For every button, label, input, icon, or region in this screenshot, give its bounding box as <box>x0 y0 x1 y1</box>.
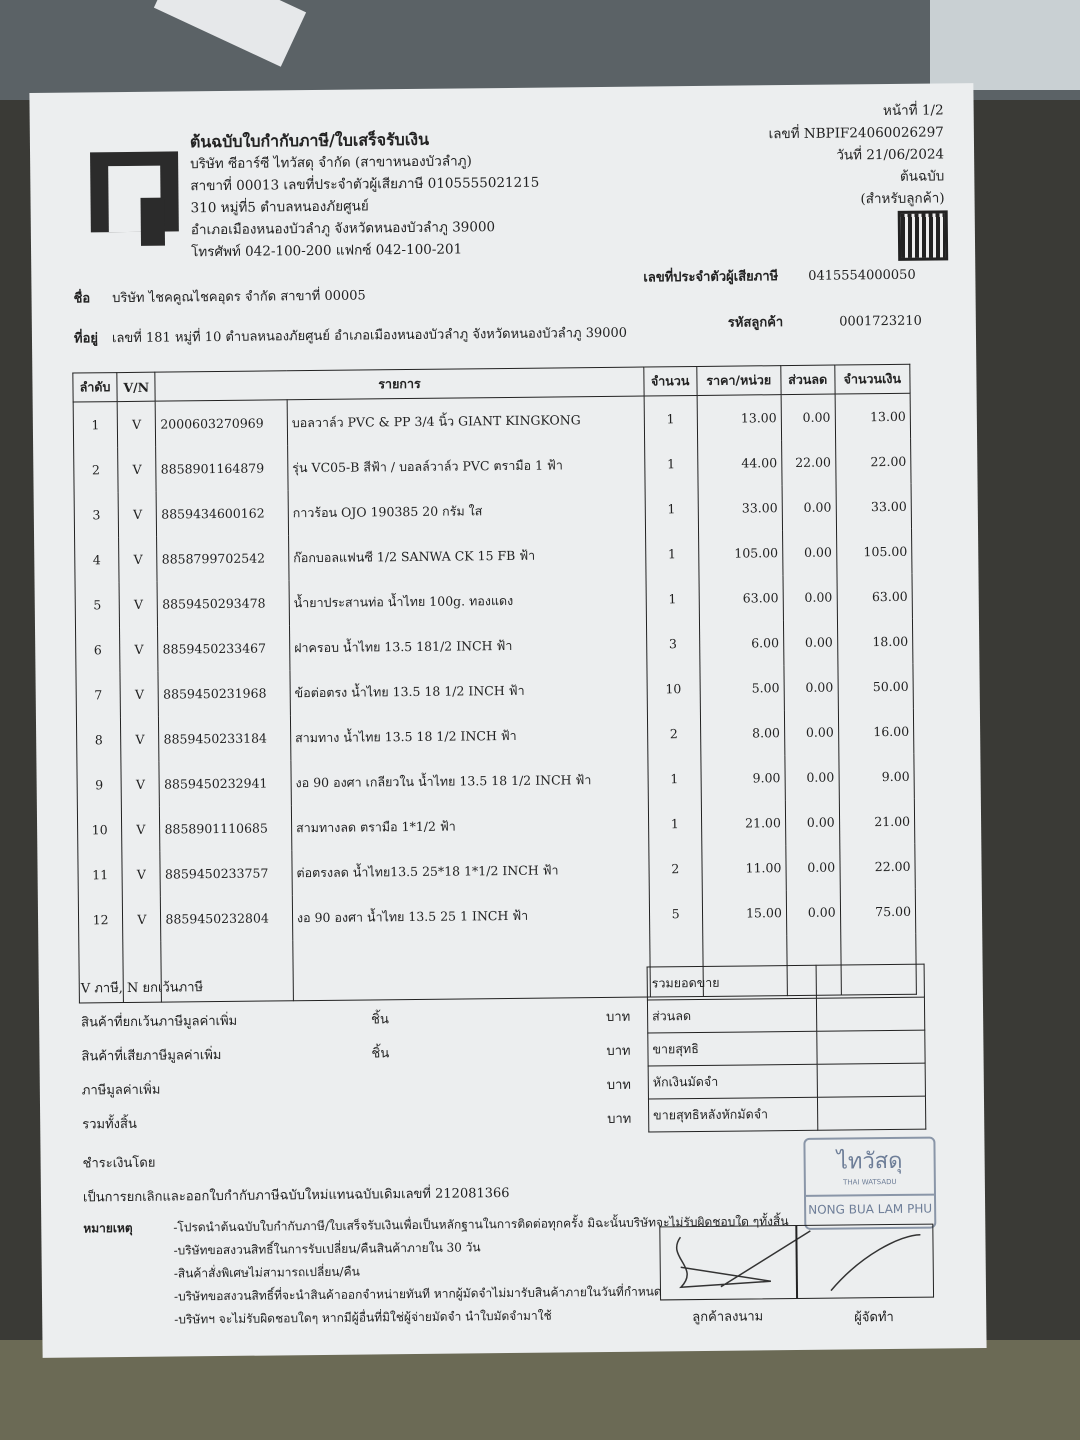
vn-flag: V <box>117 401 156 447</box>
vn-flag: V <box>122 897 161 942</box>
col-discount: ส่วนลด <box>781 365 835 395</box>
summary-box-label: ขายสุทธิหลังหักมัดจำ <box>648 1097 817 1132</box>
summary-box-value <box>816 964 924 998</box>
vn-flag: V <box>119 582 158 627</box>
vat-legend: V ภาษี, N ยกเว้นภาษี <box>80 980 204 997</box>
summary-box-row <box>648 1096 925 1132</box>
quantity: 1 <box>645 486 699 532</box>
vn-flag: V <box>118 447 157 492</box>
address-label: ที่อยู่ <box>73 331 99 347</box>
payment-section <box>82 1143 509 1215</box>
vn-flag: V <box>120 672 159 717</box>
qr-code <box>901 213 945 257</box>
vn-flag: V <box>120 627 159 672</box>
unit-price: 11.00 <box>702 845 786 891</box>
description: ก๊อกบอลแฟนซี 1/2 SANWA CK 15 FB ฟ้า <box>288 532 645 581</box>
tax-id: 0415554000050 <box>808 267 916 284</box>
barcode: 8858901110685 <box>160 805 292 851</box>
col-price: ราคา/หน่วย <box>697 366 781 396</box>
company-name: บริษัท ซีอาร์ซี ไทวัสดุ จำกัด (สาขาหนองบัวลำภู) <box>190 153 472 173</box>
branch: สาขาที่ 00013 เลขที่ประจำตัวผู้เสียภาษี 0105555021215 <box>190 174 540 195</box>
note-line: -โปรดนำต้นฉบับใบกำกับภาษี/ใบเสร็จรับเงินเพื่อเป็นหลักฐานในการติดต่อทุกครั้ง มิฉะนั้นบริษัทจะไม่รับผิดชอบใด ๆทั้งสิ้น <box>173 1214 789 1235</box>
row-number: 9 <box>77 762 122 807</box>
tax-id-label: เลขที่ประจำตัวผู้เสียภาษี <box>643 269 779 286</box>
amount: 18.00 <box>837 619 913 665</box>
unit-price: 8.00 <box>700 710 784 756</box>
description: ต่อตรงลด น้ำไทย13.5 25*18 1*1/2 INCH ฟ้า <box>292 847 649 896</box>
description: สามทางลด ตรามือ 1*1/2 ฟ้า <box>291 802 648 851</box>
company-logo <box>90 151 179 232</box>
unit-price: 63.00 <box>699 575 783 621</box>
note-line: -บริษัทฯ จะไม่รับผิดชอบใดๆ หากมีผู้อื่นที่มิใช่ผู้จ่ายมัดจำ นำใบมัดจำมาใช้ <box>174 1308 552 1327</box>
summary-box-label: ส่วนลด <box>647 998 816 1033</box>
background-object <box>930 0 1080 90</box>
vn-flag: V <box>119 537 158 582</box>
signature-box <box>659 1224 934 1301</box>
customer-code: 0001723210 <box>839 313 922 330</box>
amount: 13.00 <box>835 393 911 439</box>
quantity: 2 <box>647 711 701 757</box>
barcode: 8859450231968 <box>158 670 290 716</box>
col-no: ลำดับ <box>73 373 117 402</box>
unit-price: 5.00 <box>700 665 784 711</box>
customer-name: บริษัท ไชคคูณไชคอุดร จำกัด สาขาที่ 00005 <box>112 288 366 307</box>
baht-unit: บาท <box>606 1043 631 1059</box>
description: กาวร้อน OJO 190385 20 กรัม ใส <box>288 487 645 536</box>
tax-id-row <box>643 264 916 288</box>
description: น้ำยาประสานท่อ น้ำไทย 100g. ทองแดง <box>289 577 646 626</box>
discount: 0.00 <box>785 755 839 801</box>
name-label: ชื่อ <box>73 291 91 307</box>
customer-name-row <box>73 284 365 308</box>
summary-boxes <box>647 964 927 1133</box>
row-number: 11 <box>78 852 123 897</box>
barcode: 2000603270969 <box>156 400 288 447</box>
quantity: 1 <box>644 396 698 442</box>
stamp-branch: NONG BUA LAM PHU <box>806 1194 934 1217</box>
row-number: 8 <box>76 717 121 762</box>
vn-flag: V <box>118 492 157 537</box>
summary-line-total <box>82 1103 642 1143</box>
description: ฝาครอบ น้ำไทย 13.5 181/2 INCH ฟ้า <box>289 622 646 671</box>
cancel-note: เป็นการยกเลิกและออกใบกำกับภาษีฉบับใหม่แทนฉบับเดิมเลขที่ 212081366 <box>82 1186 510 1206</box>
amount: 105.00 <box>836 529 912 575</box>
barcode: 8858799702542 <box>157 535 289 581</box>
stamp-sub: THAI WATSADU <box>843 1177 897 1187</box>
unit-price: 105.00 <box>698 530 782 576</box>
quantity: 1 <box>646 576 700 622</box>
col-vn: V/N <box>117 372 156 401</box>
doc-date: วันที่ 21/06/2024 <box>836 146 945 164</box>
quantity: 1 <box>644 441 698 487</box>
summary-box-row <box>648 1063 925 1099</box>
baht-unit: บาท <box>606 1009 631 1025</box>
barcode: 8859450232804 <box>161 895 293 941</box>
description: บอลวาล์ว PVC & PP 3/4 นิ้ว GIANT KINGKONG <box>287 396 644 445</box>
doc-meta <box>768 99 945 266</box>
amount: 21.00 <box>839 799 915 845</box>
customer-sign-label: ลูกค้าลงนาม <box>692 1309 764 1326</box>
unit-price: 6.00 <box>699 620 783 666</box>
barcode: 8859434600162 <box>156 490 288 536</box>
summary-box-value <box>816 997 924 1031</box>
summary-box-label: ขายสุทธิ <box>648 1031 817 1066</box>
summary-box-value <box>817 1063 925 1097</box>
note-line: -บริษัทขอสงวนสิทธิ์ในการรับเปลี่ยน/คืนสินค้าภายใน 30 วัน <box>173 1240 481 1258</box>
doc-number: เลขที่ NBPIF24060026297 <box>768 124 944 143</box>
description: ข้อต่อตรง น้ำไทย 13.5 18 1/2 INCH ฟ้า <box>290 667 647 716</box>
vn-flag: V <box>121 717 160 762</box>
items-table <box>72 364 917 1004</box>
row-number: 7 <box>76 672 121 717</box>
row-number: 6 <box>76 627 121 672</box>
baht-unit: บาท <box>607 1111 632 1127</box>
barcode: 8858901164879 <box>156 445 288 491</box>
note-label: หมายเหตุ <box>83 1220 133 1236</box>
customer-address-row <box>74 322 627 349</box>
staff-sign-label: ผู้จัดทำ <box>854 1309 894 1326</box>
row-number: 5 <box>75 582 120 627</box>
summary-box-value <box>817 1030 925 1064</box>
vn-flag: V <box>121 762 160 807</box>
row-number: 12 <box>78 897 123 942</box>
discount: 0.00 <box>783 620 837 666</box>
discount: 0.00 <box>786 845 840 891</box>
row-number: 10 <box>77 807 122 852</box>
customer-code-label: รหัสลูกค้า <box>727 315 784 331</box>
note-line: -บริษัทขอสงวนสิทธิ์ที่จะนำสินค้าออกจำหน่ายทันที หากผู้มัดจำไม่มารับสินค้าภายในวันที่กำหนด <box>173 1284 662 1304</box>
col-amount: จำนวนเงิน <box>834 364 910 394</box>
quantity: 1 <box>647 756 701 802</box>
address-1: 310 หมู่ที่5 ตำบลหนองภัยศูนย์ <box>190 198 369 217</box>
summary-box-label: รวมยอดขาย <box>647 965 816 1000</box>
summary-box-value <box>817 1096 925 1130</box>
barcode: 8859450233757 <box>160 850 292 896</box>
discount: 0.00 <box>784 665 838 711</box>
amount: 63.00 <box>837 574 913 620</box>
piece-unit: ชิ้น <box>371 1046 390 1062</box>
unit-price: 44.00 <box>697 440 781 486</box>
company-info <box>190 128 540 264</box>
row-number: 4 <box>75 537 120 582</box>
amount: 75.00 <box>840 889 916 935</box>
copy-for: (สำหรับลูกค้า) <box>860 190 945 208</box>
amount: 16.00 <box>838 709 914 755</box>
piece-unit: ชิ้น <box>371 1012 389 1028</box>
discount: 0.00 <box>781 394 835 440</box>
discount: 0.00 <box>782 530 836 576</box>
discount: 0.00 <box>782 485 836 531</box>
summary-box-row <box>647 997 924 1033</box>
vat-label: ภาษีมูลค่าเพิ่ม <box>81 1082 161 1099</box>
barcode: 8859450232941 <box>159 760 291 806</box>
amount: 33.00 <box>836 484 912 530</box>
summary-box-row <box>648 1030 925 1066</box>
page-number: หน้าที่ 1/2 <box>882 102 944 120</box>
vn-flag: V <box>122 852 161 897</box>
quantity: 1 <box>645 531 699 577</box>
barcode: 8859450233184 <box>159 715 291 761</box>
baht-unit: บาท <box>606 1077 632 1093</box>
discount: 22.00 <box>781 440 835 486</box>
row-number: 3 <box>74 492 119 537</box>
discount: 0.00 <box>786 890 840 936</box>
customer-code-row <box>728 310 922 333</box>
row-number: 1 <box>73 402 118 448</box>
col-qty: จำนวน <box>643 367 696 397</box>
address-2: อำเภอเมืองหนองบัวลำภู จังหวัดหนองบัวลำภู 39000 <box>190 219 496 239</box>
amount: 50.00 <box>838 664 914 710</box>
col-item: รายการ <box>155 367 643 401</box>
vn-flag: V <box>122 807 161 852</box>
unit-price: 15.00 <box>702 890 786 936</box>
store-stamp <box>803 1137 936 1230</box>
total-label: รวมทั้งสิ้น <box>82 1116 137 1133</box>
unit-price: 13.00 <box>697 395 782 441</box>
summary-left <box>81 967 643 1143</box>
description: สามทาง น้ำไทย 13.5 18 1/2 INCH ฟ้า <box>290 712 647 761</box>
description: รุ่น VC05-B สีฟ้า / บอลล์วาล์ว PVC ตรามือ 1 ฟ้า <box>288 442 645 491</box>
description: งอ 90 องศา น้ำไทย 13.5 25 1 INCH ฟ้า <box>292 892 649 941</box>
quantity: 10 <box>647 666 701 712</box>
quantity: 3 <box>646 621 700 667</box>
pay-by: ชำระเงินโดย <box>82 1155 156 1172</box>
phone: โทรศัพท์ 042-100-200 แฟกซ์ 042-100-201 <box>190 241 463 261</box>
unit-price: 9.00 <box>701 755 785 801</box>
receipt-paper <box>29 83 986 1358</box>
taxable-label: สินค้าที่เสียภาษีมูลค่าเพิ่ม <box>81 1048 222 1065</box>
amount: 9.00 <box>838 754 914 800</box>
amount: 22.00 <box>839 844 915 890</box>
discount: 0.00 <box>784 710 838 756</box>
note-line: -สินค้าสั่งพิเศษไม่สามารถเปลี่ยน/คืน <box>173 1264 360 1281</box>
customer-address: เลขที่ 181 หมู่ที่ 10 ตำบลหนองภัยศูนย์ อำเภอเมืองหนองบัวลำภู จังหวัดหนองบัวลำภู 39000 <box>111 325 628 347</box>
doc-title: ต้นฉบับใบกำกับภาษี/ใบเสร็จรับเงิน <box>189 129 430 152</box>
stamp-brand: ไทวัสดุ <box>836 1148 903 1175</box>
row-number: 2 <box>74 447 119 492</box>
copy-label: ต้นฉบับ <box>899 168 945 185</box>
summary-box-row <box>647 964 924 1000</box>
quantity: 5 <box>649 891 703 937</box>
quantity: 1 <box>648 801 702 847</box>
description: งอ 90 องศา เกลียวใน น้ำไทย 13.5 18 1/2 INCH ฟ้า <box>291 757 648 806</box>
discount: 0.00 <box>785 800 839 846</box>
exempt-label: สินค้าที่ยกเว้นภาษีมูลค่าเพิ่ม <box>81 1013 238 1031</box>
unit-price: 33.00 <box>698 485 782 531</box>
summary-box-label: หักเงินมัดจำ <box>648 1064 817 1099</box>
unit-price: 21.00 <box>701 800 785 846</box>
amount: 22.00 <box>835 439 911 485</box>
barcode: 8859450233467 <box>158 625 290 671</box>
discount: 0.00 <box>783 575 837 621</box>
quantity: 2 <box>648 846 702 892</box>
barcode: 8859450293478 <box>157 580 289 626</box>
